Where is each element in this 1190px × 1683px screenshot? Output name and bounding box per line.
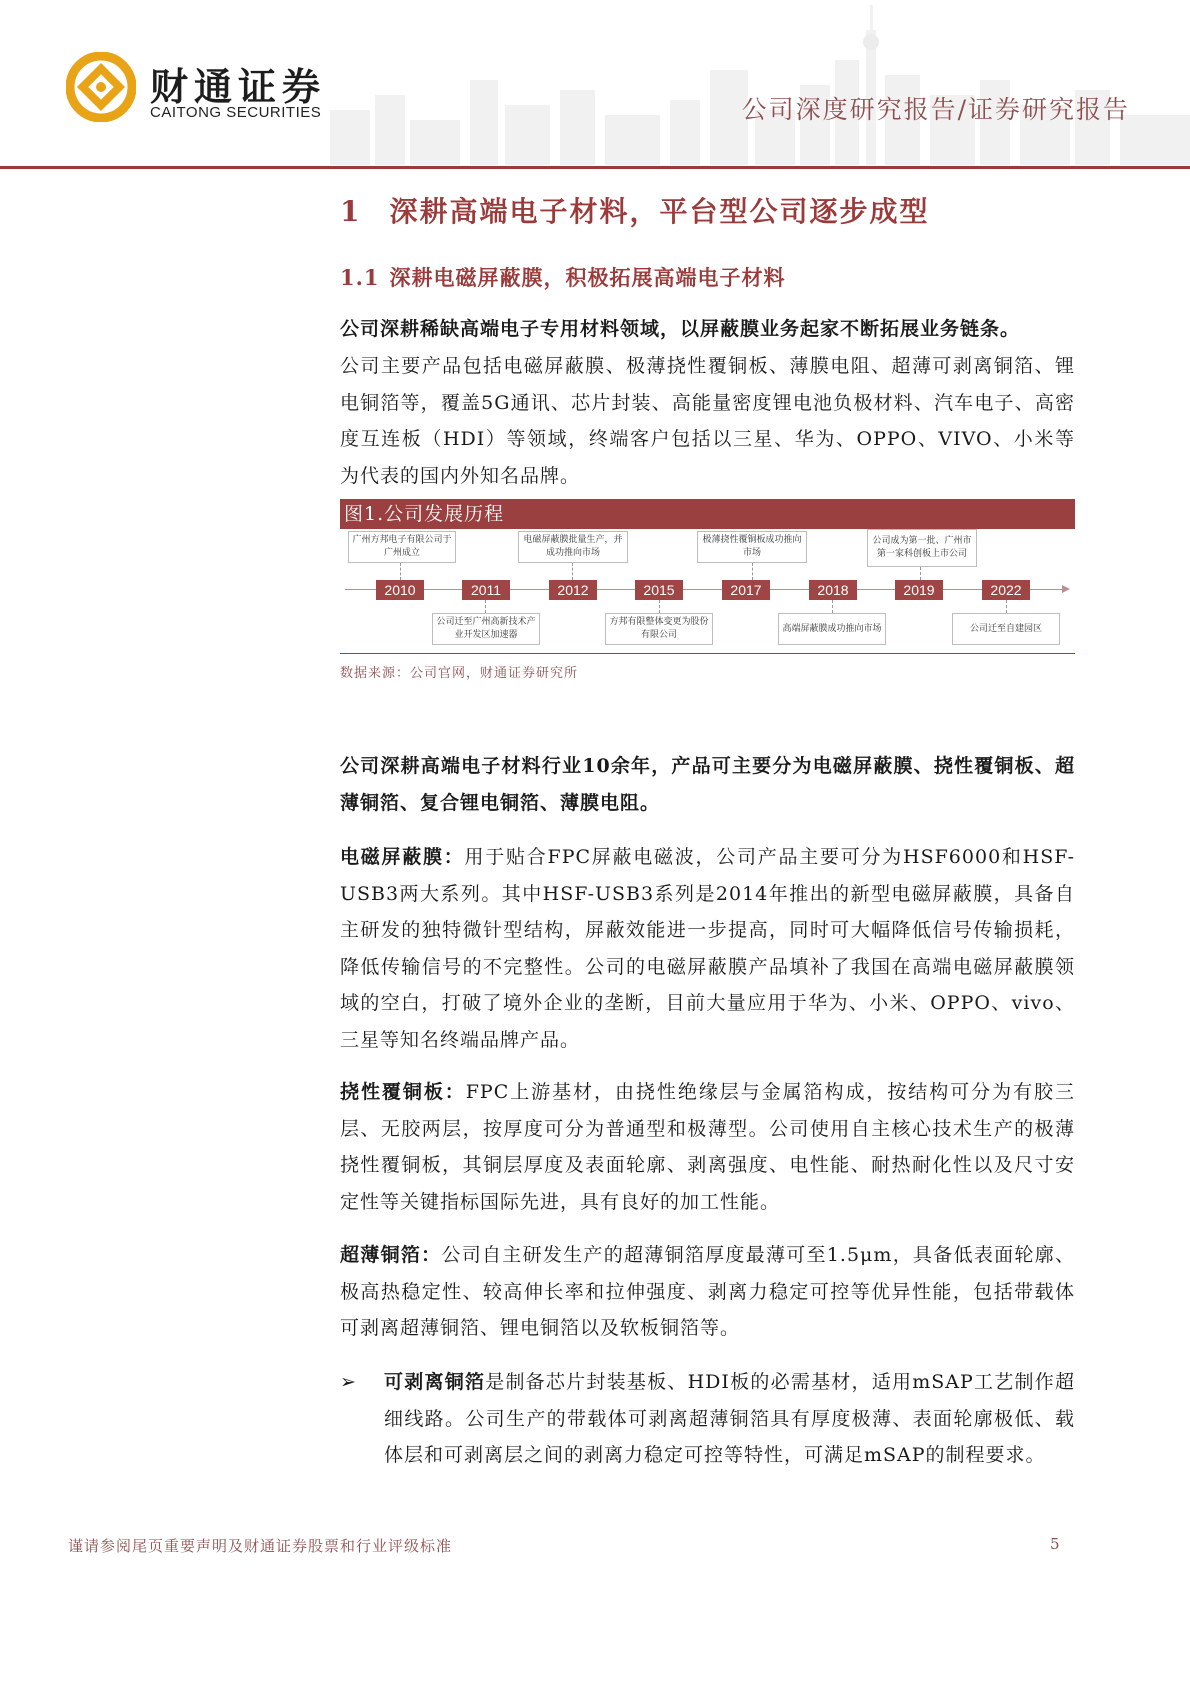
timeline-connector xyxy=(572,563,573,580)
section-number: 1 xyxy=(340,195,362,228)
brand-name-en: CAITONG SECURITIES xyxy=(150,104,322,121)
report-type: 公司深度研究报告/证券研究报告 xyxy=(741,95,1130,124)
figure-source: 数据来源：公司官网，财通证券研究所 xyxy=(340,666,579,681)
timeline-event-2022: 公司迁至自建园区 xyxy=(952,613,1060,645)
para2-lead: 公司深耕高端电子材料行业10余年，产品可主要分为电磁屏蔽膜、挠性覆铜板、超薄铜箔、复合锂电铜箔、薄膜电阻。 xyxy=(340,755,1075,814)
para5-body: 公司自主研发生产的超薄铜箔厚度最薄可至1.5μm，具备低表面轮廓、极高热稳定性、较高伸长率和拉伸强度、剥离力稳定可控等优异性能，包括带载体可剥离超薄铜箔、锂电铜箔以及软板铜箔等。 xyxy=(340,1244,1075,1339)
timeline-figure xyxy=(340,529,1075,653)
timeline-connector xyxy=(485,600,486,613)
timeline-year: 2015 xyxy=(635,580,683,600)
timeline-year: 2012 xyxy=(549,580,597,600)
caitong-logo-icon xyxy=(66,52,136,122)
para3 xyxy=(340,839,1075,1058)
subsection-heading xyxy=(340,262,786,292)
timeline-event-2017: 极薄挠性覆铜板成功推向市场 xyxy=(697,531,807,563)
timeline-connector xyxy=(1006,600,1007,613)
para4-label: 挠性覆铜板： xyxy=(340,1081,466,1103)
timeline-event-2012: 电磁屏蔽膜批量生产，并成功推向市场 xyxy=(518,531,628,563)
figure-bottom-rule xyxy=(340,653,1075,654)
timeline-year: 2022 xyxy=(982,580,1030,600)
timeline-year: 2011 xyxy=(462,580,510,600)
para1-lead: 公司深耕稀缺高端电子专用材料领域，以屏蔽膜业务起家不断拓展业务链条。 xyxy=(340,318,1021,340)
page-number: 5 xyxy=(1050,1535,1060,1553)
section-title: 深耕高端电子材料，平台型公司逐步成型 xyxy=(389,195,930,228)
para4 xyxy=(340,1074,1075,1220)
page-header xyxy=(0,0,1190,170)
para3-label: 电磁屏蔽膜： xyxy=(340,846,465,868)
timeline-event-2018: 高端屏蔽膜成功推向市场 xyxy=(778,613,886,645)
para1-body: 公司主要产品包括电磁屏蔽膜、极薄挠性覆铜板、薄膜电阻、超薄可剥离铜箔、锂电铜箔等，覆盖5G通讯、芯片封装、高能量密度锂电池负极材料、汽车电子、高密度互连板（HDI）等领域，终端客户包括以三星、华为、OPPO、VIVO、小米等为代表的国内外知名品牌。 xyxy=(340,355,1075,487)
timeline-year: 2010 xyxy=(376,580,424,600)
timeline-event-2011: 公司迁至广州高新技术产业开发区加速器 xyxy=(432,613,540,645)
bullet-item xyxy=(340,1364,1075,1474)
timeline-connector xyxy=(752,563,753,580)
brand-name-cn: 财通证券 xyxy=(150,65,327,109)
subsection-title: 深耕电磁屏蔽膜，积极拓展高端电子材料 xyxy=(389,265,786,290)
para3-body: 用于贴合FPC屏蔽电磁波，公司产品主要可分为HSF6000和HSF-USB3两大系列。其中HSF-USB3系列是2014年推出的新型电磁屏蔽膜，具备自主研发的独特微针型结构，屏蔽效能进一步提高，同时可大幅降低信号传输损耗，降低传输信号的不完整性。公司的电磁屏蔽膜产品填补了我国在高端电磁屏蔽膜领域的空白，打破了境外企业的垄断，目前大量应用于华为、小米、OPPO、vivo、三星等知名终端品牌产品。 xyxy=(340,846,1075,1051)
timeline-event-2015: 方邦有限整体变更为股份有限公司 xyxy=(605,613,713,645)
para4-body: FPC上游基材，由挠性绝缘层与金属箔构成，按结构可分为有胶三层、无胶两层，按厚度可分为普通型和极薄型。公司使用自主核心技术生产的极薄挠性覆铜板，其铜层厚度及表面轮廓、剥离强度、电性能、耐热耐化性以及尺寸安定性等关键指标国际先进，具有良好的加工性能。 xyxy=(340,1081,1075,1213)
timeline-connector xyxy=(920,567,921,580)
bullet-body: 是制备芯片封装基板、HDI板的必需基材，适用mSAP工艺制作超细线路。公司生产的带载体可剥离超薄铜箔具有厚度极薄、表面轮廓极低、载体层和可剥离层之间的剥离力稳定可控等特性，可满足mSAP的制程要求。 xyxy=(384,1371,1075,1466)
figure-title: 图1.公司发展历程 xyxy=(340,499,1075,529)
timeline-connector xyxy=(832,600,833,613)
para5 xyxy=(340,1237,1075,1347)
bullet-label: 可剥离铜箔 xyxy=(384,1371,486,1393)
footer-disclaimer: 谨请参阅尾页重要声明及财通证券股票和行业评级标准 xyxy=(68,1537,453,1555)
para5-label: 超薄铜箔： xyxy=(340,1244,442,1266)
timeline-year: 2018 xyxy=(809,580,857,600)
timeline-axis xyxy=(345,589,1065,590)
timeline-year: 2019 xyxy=(895,580,943,600)
subsection-number: 1.1 xyxy=(340,265,380,290)
timeline-year: 2017 xyxy=(722,580,770,600)
timeline-event-2019: 公司成为第一批、广州市第一家科创板上市公司 xyxy=(867,529,977,567)
timeline-arrow-icon xyxy=(1062,585,1070,593)
timeline-event-2010: 广州方邦电子有限公司于广州成立 xyxy=(348,531,456,563)
section-heading xyxy=(340,190,930,230)
timeline-connector xyxy=(400,563,401,580)
bullet-arrow-icon: ➢ xyxy=(340,1371,357,1393)
header-divider xyxy=(0,166,1190,169)
bullet-text xyxy=(384,1364,1075,1474)
timeline-connector xyxy=(659,600,660,613)
skyline-illustration xyxy=(330,0,1190,165)
